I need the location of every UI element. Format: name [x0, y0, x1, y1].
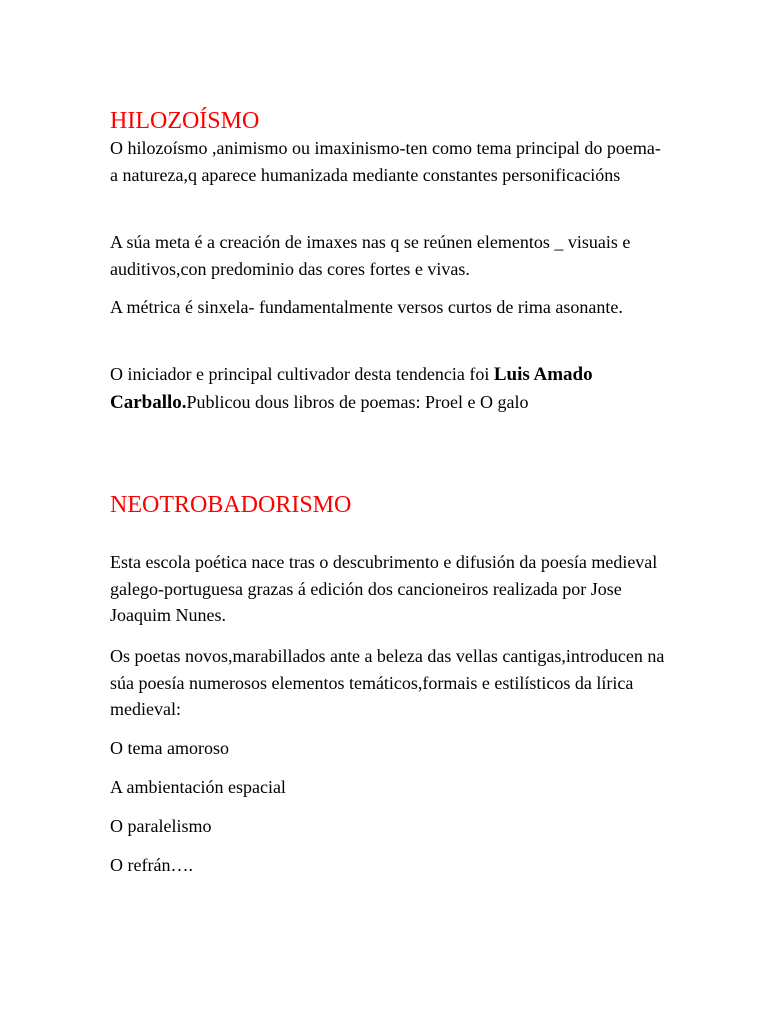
initiator-text-after: Publicou dous libros de poemas: Proel e O galo [186, 391, 529, 412]
list-item-ambientacion: A ambientación espacial [110, 777, 286, 797]
paragraph-hilozoismo-definition: O hilozoísmo ,animismo ou imaxinismo-ten como tema principal do poema- a natureza,q aparece humanizada mediante constantes personificacións [110, 138, 661, 185]
paragraph-hilozoismo-metrics: A métrica é sinxela- fundamentalmente versos curtos de rima asonante. [110, 297, 623, 317]
paragraph-neotrobadorismo-origin: Esta escola poética nace tras o descubrimento e difusión da poesía medieval galego-portuguesa grazas á edición dos cancioneiros realizada por Jose Joaquim Nunes. [110, 552, 658, 625]
list-item-refran: O refrán…. [110, 855, 193, 875]
section-heading-hilozoismo: HILOZOÍSMO [110, 108, 260, 134]
paragraph-hilozoismo-initiator [110, 361, 670, 416]
initiator-text-before: O iniciador e principal cultivador desta tendencia foi [110, 364, 494, 384]
paragraph-hilozoismo-goal: A súa meta é a creación de imaxes nas q se reúnen elementos _ visuais e auditivos,con predominio das cores fortes e vivas. [110, 232, 631, 279]
list-item-paralelismo: O paralelismo [110, 816, 212, 836]
paragraph-neotrobadorismo-elements: Os poetas novos,marabillados ante a beleza das vellas cantigas,introducen na súa poesía numerosos elementos temáticos,formais e estilísticos da lírica medieval: [110, 646, 665, 719]
author-name-bold: Luis Amado Carballo. [110, 364, 593, 413]
list-item-tema-amoroso: O tema amoroso [110, 738, 229, 758]
section-heading-neotrobadorismo: NEOTROBADORISMO [110, 492, 352, 518]
